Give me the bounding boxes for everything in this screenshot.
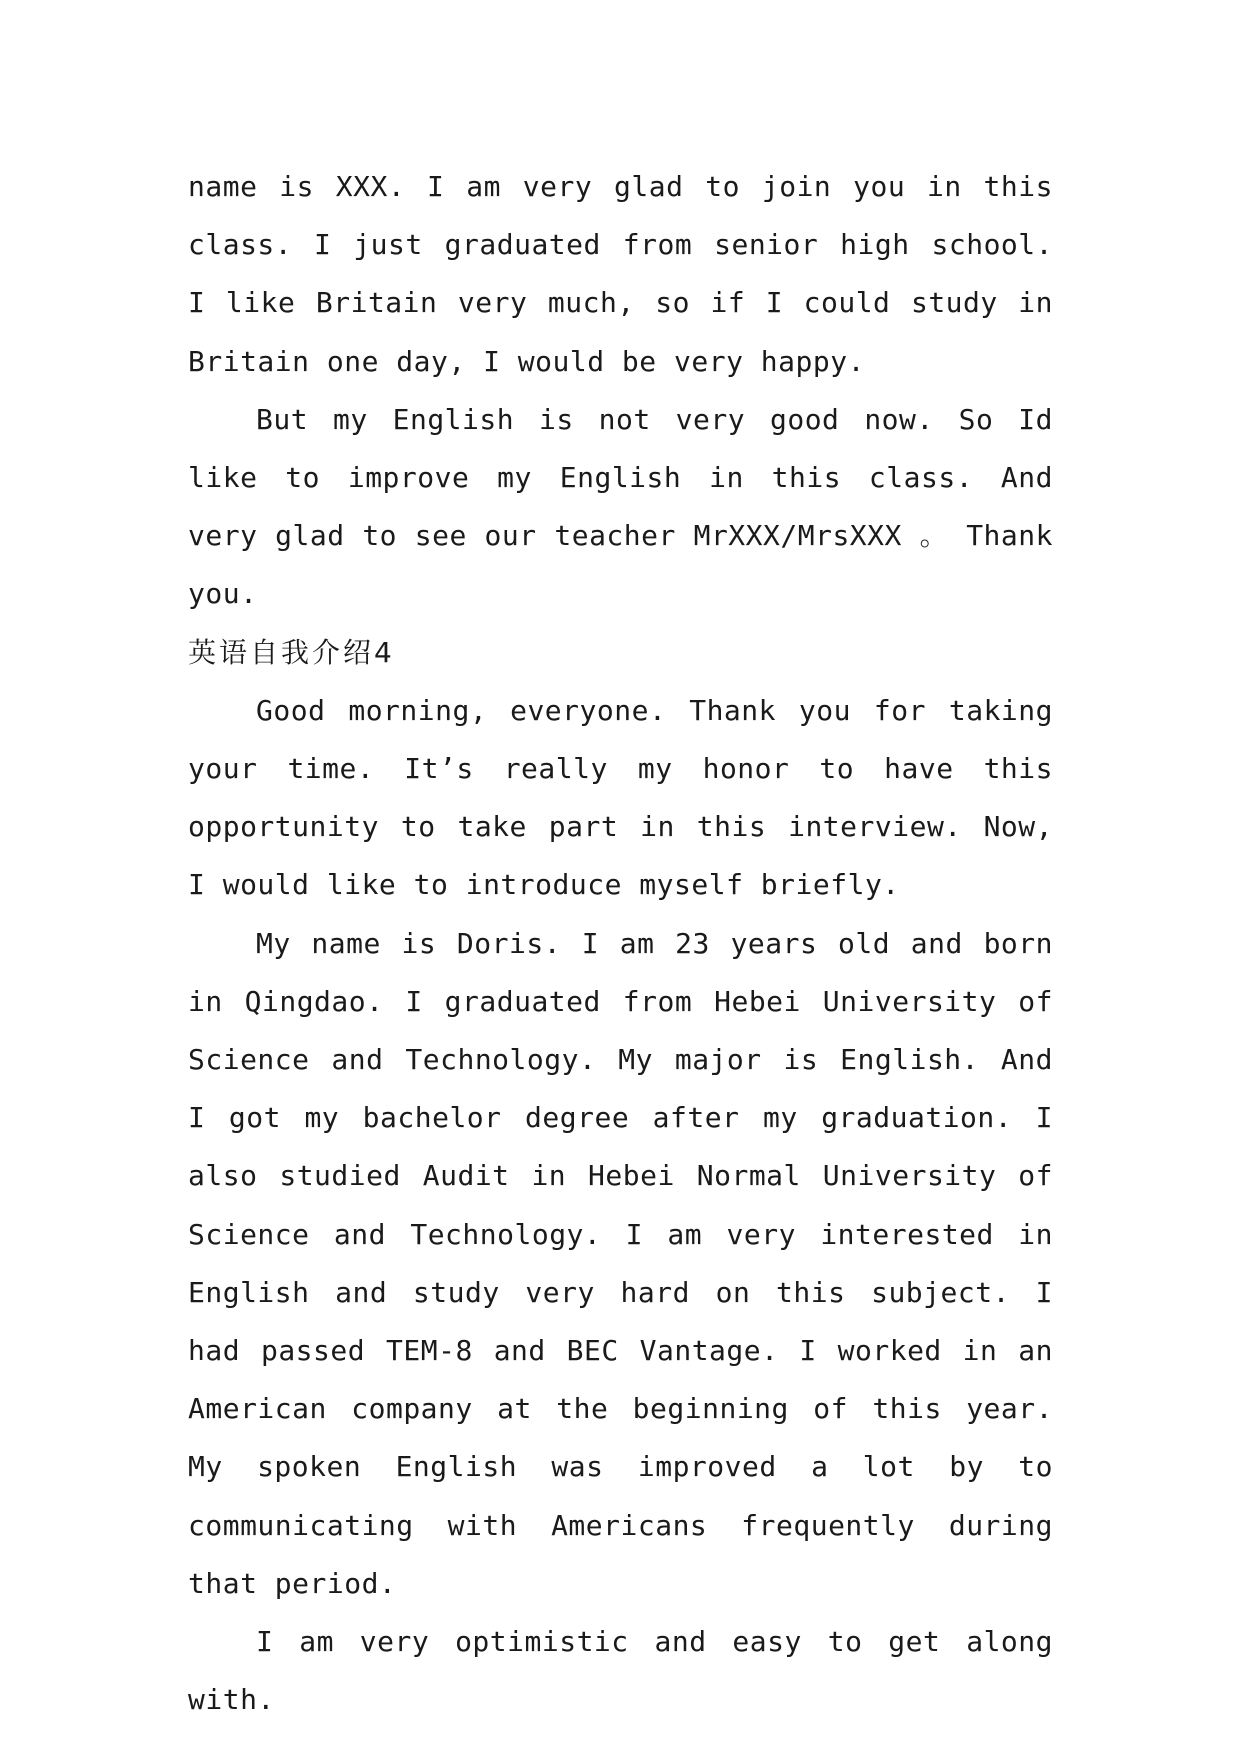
document-body	[188, 158, 1053, 1729]
paragraph-english-improvement: But my English is not very good now. So Id like to improve my English in this class. And very glad to see our teacher MrXXX/MrsXXX 。 Thank you.	[188, 402, 1053, 611]
paragraph-greeting: Good morning, everyone. Thank you for taking your time. It’s really my honor to have this opportunity to take part in this interview. Now, I would like to introduce myself briefly.	[188, 693, 1053, 902]
section-heading: 英语自我介绍4	[188, 635, 395, 669]
paragraph-background: My name is Doris. I am 23 years old and born in Qingdao. I graduated from Hebei University of Science and Technology. My major is English. And I got my bachelor degree after my graduation. I also studied Audit in Hebei Normal University of Science and Technology. I am very interested in English and study very hard on this subject. I had passed TEM-8 and BEC Vantage. I worked in an American company at the beginning of this year. My spoken English was improved a lot by to communicating with Americans frequently during that period.	[188, 926, 1053, 1600]
paragraph-personality: I am very optimistic and easy to get along with.	[188, 1625, 1053, 1717]
paragraph-intro-continued: name is XXX. I am very glad to join you in this class. I just graduated from senior high school. I like Britain very much, so if I could study in Britain one day, I would be very happy.	[188, 170, 1053, 378]
